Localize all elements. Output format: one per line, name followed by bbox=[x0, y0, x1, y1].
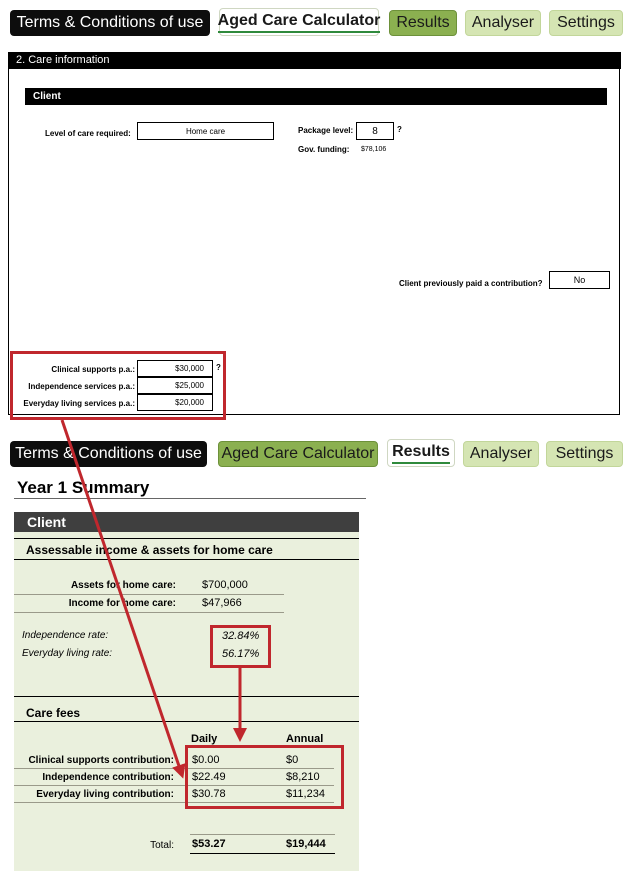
independence-contribution-label: Independence contribution: bbox=[42, 772, 174, 783]
everyday-contribution-annual: $11,234 bbox=[286, 788, 325, 800]
annual-column-header: Annual bbox=[286, 733, 324, 745]
clinical-supports-field[interactable]: $30,000 bbox=[137, 360, 213, 377]
income-value: $47,966 bbox=[202, 597, 242, 609]
clinical-contribution-label: Clinical supports contribution: bbox=[28, 755, 174, 766]
package-level-field[interactable]: 8 bbox=[356, 122, 394, 140]
care-information-header: 2. Care information bbox=[9, 52, 621, 69]
tab-settings[interactable]: Settings bbox=[549, 10, 623, 36]
summary-client-header: Client bbox=[14, 512, 359, 532]
assets-label: Assets for home care: bbox=[70, 580, 176, 591]
independence-rate-label: Independence rate: bbox=[22, 630, 109, 641]
independence-services-field[interactable]: $25,000 bbox=[137, 377, 213, 394]
clinical-supports-help-icon[interactable]: ? bbox=[216, 363, 221, 372]
tab-aged-care-calculator-label: Aged Care Calculator bbox=[218, 12, 381, 33]
total-annual: $19,444 bbox=[286, 838, 326, 850]
tab-results-bottom-label: Results bbox=[392, 443, 450, 464]
independence-contribution-annual: $8,210 bbox=[286, 771, 320, 783]
tab-analyser-bottom[interactable]: Analyser bbox=[463, 441, 539, 467]
level-of-care-field[interactable]: Home care bbox=[137, 122, 274, 140]
tab-aged-care-calculator-bottom[interactable]: Aged Care Calculator bbox=[218, 441, 378, 467]
tab-analyser[interactable]: Analyser bbox=[465, 10, 541, 36]
clinical-supports-label: Clinical supports p.a.: bbox=[51, 365, 135, 374]
everyday-rate-label: Everyday living rate: bbox=[22, 648, 113, 659]
package-level-label: Package level: bbox=[298, 126, 354, 135]
level-of-care-label: Level of care required: bbox=[45, 129, 131, 138]
clinical-contribution-annual: $0 bbox=[286, 754, 299, 766]
everyday-contribution-label: Everyday living contribution: bbox=[36, 789, 174, 800]
package-level-help-icon[interactable]: ? bbox=[397, 125, 402, 134]
independence-contribution-daily: $22.49 bbox=[192, 771, 226, 783]
everyday-rate-value: 56.17% bbox=[222, 648, 260, 660]
income-label: Income for home care: bbox=[68, 598, 176, 609]
care-fees-title: Care fees bbox=[26, 706, 81, 720]
clinical-contribution-daily: $0.00 bbox=[192, 754, 220, 766]
gov-funding-label: Gov. funding: bbox=[298, 145, 350, 154]
summary-title: Year 1 Summary bbox=[17, 478, 150, 497]
tab-terms-conditions[interactable]: Terms & Conditions of use bbox=[10, 10, 210, 36]
independence-rate-value: 32.84% bbox=[222, 630, 260, 642]
gov-funding-value: $78,106 bbox=[361, 146, 387, 153]
supports-to-contributions-arrow bbox=[62, 420, 181, 772]
daily-column-header: Daily bbox=[191, 733, 218, 745]
assets-value: $700,000 bbox=[202, 579, 248, 591]
total-daily: $53.27 bbox=[192, 838, 226, 850]
assessable-section-title: Assessable income & assets for home care bbox=[26, 543, 273, 557]
everyday-living-services-label: Everyday living services p.a.: bbox=[23, 399, 135, 408]
tab-terms-conditions-bottom[interactable]: Terms & Conditions of use bbox=[10, 441, 207, 467]
everyday-contribution-daily: $30.78 bbox=[192, 788, 226, 800]
total-label: Total: bbox=[150, 840, 174, 851]
previous-contribution-label: Client previously paid a contribution? bbox=[399, 279, 543, 288]
independence-services-label: Independence services p.a.: bbox=[28, 382, 135, 391]
everyday-living-services-field[interactable]: $20,000 bbox=[137, 394, 213, 411]
client-section-bar: Client bbox=[25, 88, 607, 105]
tab-results[interactable]: Results bbox=[389, 10, 457, 36]
previous-contribution-field[interactable]: No bbox=[549, 271, 610, 289]
tab-settings-bottom[interactable]: Settings bbox=[546, 441, 623, 467]
